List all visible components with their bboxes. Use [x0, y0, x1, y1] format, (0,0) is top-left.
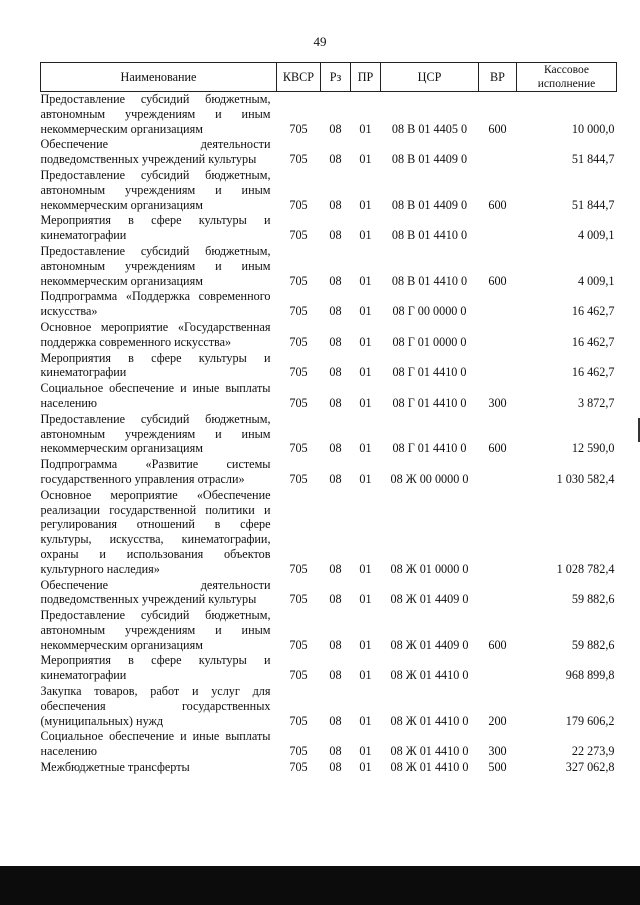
cell-kvsr: 705 — [289, 441, 308, 456]
cell-vr: 600 — [488, 273, 507, 288]
table-row — [41, 488, 617, 578]
cell-amount: 59 882,6 — [571, 592, 615, 607]
table-row — [41, 168, 617, 213]
cell-name: Предоставление субсидий бюджетным, автономным учреждениям и иным некоммерческим организациям — [40, 92, 271, 136]
cell-name: Предоставление субсидий бюджетным, автономным учреждениям и иным некоммерческим организациям — [40, 243, 271, 288]
table-row — [41, 578, 617, 609]
cell-name: Мероприятия в сфере культуры и кинематографии — [40, 653, 271, 683]
cell-name: Подпрограмма «Поддержка современного искусства» — [40, 289, 271, 319]
cell-csr: 08 В 01 4409 0 — [391, 197, 468, 212]
cell-pr: 01 — [359, 121, 372, 136]
cell-csr: 08 Ж 01 4409 0 — [390, 637, 469, 652]
cell-pr: 01 — [359, 365, 372, 380]
cell-csr: 08 Ж 01 0000 0 — [390, 561, 469, 576]
cell-kvsr: 705 — [289, 561, 308, 576]
table-row — [41, 92, 617, 138]
scan-bottom-bar — [0, 866, 640, 905]
cell-csr: 08 В 01 4410 0 — [391, 273, 468, 288]
cell-pr: 01 — [359, 395, 372, 410]
cell-amount: 4 009,1 — [577, 273, 615, 288]
cell-kvsr: 705 — [289, 471, 308, 486]
cell-vr: 600 — [488, 441, 507, 456]
page-number: 49 — [313, 34, 327, 49]
cell-csr: 08 Ж 01 4410 0 — [390, 744, 469, 759]
cell-csr: 08 Г 01 0000 0 — [392, 334, 467, 349]
table-row — [41, 608, 617, 653]
cell-pr: 01 — [359, 304, 372, 319]
cell-rz: 08 — [329, 637, 342, 652]
cell-amount: 51 844,7 — [571, 197, 615, 212]
cell-pr: 01 — [359, 334, 372, 349]
cell-rz: 08 — [329, 152, 342, 167]
cell-kvsr: 705 — [289, 152, 308, 167]
cell-vr: 300 — [488, 744, 507, 759]
header-amount: Кассовое исполнение — [517, 63, 617, 92]
cell-amount: 4 009,1 — [577, 228, 615, 243]
cell-kvsr: 705 — [289, 334, 308, 349]
cell-amount: 12 590,0 — [571, 441, 615, 456]
table-row — [41, 213, 617, 244]
table-header — [41, 63, 617, 92]
cell-pr: 01 — [359, 228, 372, 243]
cell-vr — [479, 578, 517, 609]
cell-pr: 01 — [359, 760, 372, 775]
cell-vr — [479, 457, 517, 488]
cell-amount: 22 273,9 — [571, 744, 615, 759]
cell-rz: 08 — [329, 395, 342, 410]
budget-table-container — [40, 62, 616, 776]
cell-csr: 08 В 01 4409 0 — [391, 152, 468, 167]
cell-name: Подпрограмма «Развитие системы государственного управления отрасли» — [40, 457, 271, 486]
cell-rz: 08 — [329, 471, 342, 486]
table-row — [41, 653, 617, 684]
cell-pr: 01 — [359, 637, 372, 652]
table-row — [41, 244, 617, 289]
cell-name: Обеспечение деятельности подведомственных учреждений культуры — [40, 577, 271, 607]
cell-kvsr: 705 — [289, 668, 308, 683]
cell-csr: 08 В 01 4405 0 — [391, 121, 468, 136]
cell-amount: 51 844,7 — [571, 152, 615, 167]
cell-rz: 08 — [329, 121, 342, 136]
cell-csr: 08 Г 00 0000 0 — [392, 304, 467, 319]
cell-name: Мероприятия в сфере культуры и кинематографии — [40, 350, 271, 380]
cell-kvsr: 705 — [289, 760, 308, 775]
cell-csr: 08 Ж 01 4410 0 — [390, 668, 469, 683]
cell-csr: 08 Ж 01 4409 0 — [390, 592, 469, 607]
cell-pr: 01 — [359, 668, 372, 683]
table-body — [41, 92, 617, 776]
cell-rz: 08 — [329, 592, 342, 607]
cell-rz: 08 — [329, 744, 342, 759]
table-row — [41, 289, 617, 320]
cell-amount: 179 606,2 — [565, 713, 615, 728]
cell-name: Межбюджетные трансферты — [40, 760, 190, 775]
header-kvsr: КВСР — [277, 63, 321, 92]
header-vr: ВР — [479, 63, 517, 92]
cell-kvsr: 705 — [289, 713, 308, 728]
cell-vr: 600 — [488, 637, 507, 652]
cell-kvsr: 705 — [289, 637, 308, 652]
cell-kvsr: 705 — [289, 365, 308, 380]
cell-name: Мероприятия в сфере культуры и кинематографии — [40, 213, 271, 243]
cell-kvsr: 705 — [289, 744, 308, 759]
cell-kvsr: 705 — [289, 304, 308, 319]
cell-pr: 01 — [359, 471, 372, 486]
cell-amount: 16 462,7 — [571, 365, 615, 380]
cell-csr: 08 Г 01 4410 0 — [392, 395, 467, 410]
cell-pr: 01 — [359, 441, 372, 456]
cell-kvsr: 705 — [289, 395, 308, 410]
table-row — [41, 320, 617, 351]
cell-csr: 08 Г 01 4410 0 — [392, 365, 467, 380]
cell-vr — [479, 488, 517, 578]
cell-amount: 1 030 582,4 — [556, 471, 615, 486]
cell-pr: 01 — [359, 561, 372, 576]
table-row — [41, 684, 617, 729]
cell-name: Социальное обеспечение и иные выплаты населению — [40, 729, 271, 759]
cell-name: Предоставление субсидий бюджетным, автономным учреждениям и иным некоммерческим организациям — [40, 608, 271, 652]
cell-vr — [479, 653, 517, 684]
cell-rz: 08 — [329, 441, 342, 456]
cell-pr: 01 — [359, 273, 372, 288]
cell-rz: 08 — [329, 713, 342, 728]
cell-rz: 08 — [329, 561, 342, 576]
cell-vr: 200 — [488, 713, 507, 728]
cell-name: Основное мероприятие «Обеспечение реализации государственной политики и регулирования отношений в сфере культуры, искусства, кинематографии, охраны и использования объектов культурного наследия» — [40, 487, 271, 576]
table-row — [41, 351, 617, 382]
cell-kvsr: 705 — [289, 592, 308, 607]
cell-kvsr: 705 — [289, 197, 308, 212]
cell-rz: 08 — [329, 197, 342, 212]
header-name: Наименование — [41, 63, 277, 92]
table-row — [41, 412, 617, 457]
table-row — [41, 729, 617, 760]
cell-csr: 08 В 01 4410 0 — [391, 228, 468, 243]
budget-execution-table — [40, 62, 617, 776]
table-row — [41, 381, 617, 412]
table-row — [41, 137, 617, 168]
cell-csr: 08 Ж 01 4410 0 — [390, 760, 469, 775]
cell-csr: 08 Г 01 4410 0 — [392, 441, 467, 456]
cell-rz: 08 — [329, 365, 342, 380]
cell-rz: 08 — [329, 273, 342, 288]
cell-name: Закупка товаров, работ и услуг для обеспечения государственных (муниципальных) нужд — [40, 684, 271, 728]
cell-pr: 01 — [359, 744, 372, 759]
cell-amount: 59 882,6 — [571, 637, 615, 652]
cell-pr: 01 — [359, 713, 372, 728]
header-csr: ЦСР — [381, 63, 479, 92]
table-row — [41, 760, 617, 776]
cell-vr: 600 — [488, 121, 507, 136]
header-pr: ПР — [351, 63, 381, 92]
cell-pr: 01 — [359, 592, 372, 607]
cell-rz: 08 — [329, 304, 342, 319]
cell-csr: 08 Ж 00 0000 0 — [390, 471, 469, 486]
cell-amount: 16 462,7 — [571, 304, 615, 319]
cell-rz: 08 — [329, 668, 342, 683]
cell-vr: 500 — [488, 760, 507, 775]
cell-amount: 10 000,0 — [571, 121, 615, 136]
cell-vr — [479, 289, 517, 320]
cell-vr — [479, 351, 517, 382]
cell-vr: 300 — [488, 395, 507, 410]
cell-kvsr: 705 — [289, 228, 308, 243]
cell-csr: 08 Ж 01 4410 0 — [390, 713, 469, 728]
header-rz: Рз — [321, 63, 351, 92]
cell-vr: 600 — [488, 197, 507, 212]
cell-name: Социальное обеспечение и иные выплаты населению — [40, 381, 271, 410]
cell-amount: 3 872,7 — [577, 395, 615, 410]
cell-name: Предоставление субсидий бюджетным, автономным учреждениям и иным некоммерческим организациям — [40, 411, 271, 456]
cell-amount: 16 462,7 — [571, 334, 615, 349]
cell-rz: 08 — [329, 760, 342, 775]
cell-amount: 968 899,8 — [565, 668, 615, 683]
cell-vr — [479, 213, 517, 244]
cell-kvsr: 705 — [289, 273, 308, 288]
cell-vr — [479, 320, 517, 351]
cell-rz: 08 — [329, 334, 342, 349]
cell-name: Обеспечение деятельности подведомственных учреждений культуры — [40, 137, 271, 167]
cell-amount: 327 062,8 — [565, 760, 615, 775]
cell-amount: 1 028 782,4 — [556, 561, 615, 576]
cell-pr: 01 — [359, 197, 372, 212]
cell-name: Основное мероприятие «Государственная поддержка современного искусства» — [40, 319, 271, 349]
cell-vr — [479, 137, 517, 168]
cell-kvsr: 705 — [289, 121, 308, 136]
cell-rz: 08 — [329, 228, 342, 243]
table-row — [41, 457, 617, 488]
cell-pr: 01 — [359, 152, 372, 167]
cell-name: Предоставление субсидий бюджетным, автономным учреждениям и иным некоммерческим организациям — [40, 167, 271, 212]
